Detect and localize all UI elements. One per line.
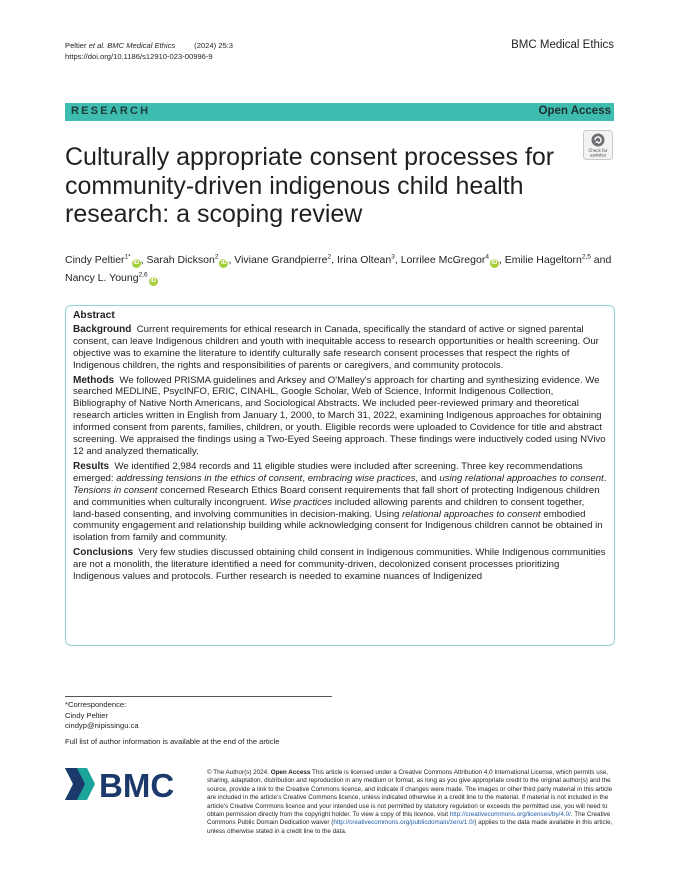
author-separator: , bbox=[331, 253, 337, 266]
author-affiliation: 3 bbox=[391, 253, 395, 260]
license-open-access: Open Access bbox=[270, 769, 311, 776]
author-entry bbox=[147, 254, 235, 266]
results-text-2: , bbox=[302, 472, 308, 484]
author-name[interactable]: Nancy L. Young bbox=[65, 272, 139, 284]
results-text-5: concerned Research Ethics Board consent requirements that fall short of protecting Indigenous children and communities when culturally incongruent. bbox=[73, 484, 600, 508]
results-emphasis-2: embracing wise practices bbox=[307, 472, 416, 484]
results-text-3: , and bbox=[415, 472, 440, 484]
methods-text: We followed PRISMA guidelines and Arksey and O'Malley's approach for charting and synthesizing evidence. We searched MEDLINE, PsycINFO, ERIC, CINAHL, Google Scholar, Web of Science, Informit Indigenous Collection, Bibliography of Native North Americans, and Sociological Abstracts. We included peer-reviewed primary and theoretical research articles written in English from January 1, 2000, to March 31, 2022, examining Indigenous approaches for obtaining informed consent from parents, families, children, or youth. Eligible records were uploaded to Covidence for title and abstract screening. We appraised the findings using a Two-Eyed Seeing approach. These findings were inductively coded using NVivo 12 and analyzed thematically. bbox=[73, 374, 606, 457]
citation-journal: et al. BMC Medical Ethics bbox=[88, 41, 176, 50]
correspondence-label: *Correspondence: bbox=[65, 700, 127, 709]
abstract-box bbox=[65, 305, 615, 646]
author-name[interactable]: Emilie Hageltorn bbox=[504, 253, 582, 266]
license-link-cc-zero[interactable]: http://creativecommons.org/publicdomain/zero/1.0/ bbox=[333, 819, 475, 827]
author-separator: , bbox=[394, 253, 401, 266]
author-separator: , bbox=[498, 253, 505, 266]
author-affiliation: 4 bbox=[485, 253, 489, 260]
methods-label: Methods bbox=[73, 374, 115, 386]
orcid-icon[interactable]: iD bbox=[150, 278, 157, 284]
article-type-label: RESEARCH bbox=[71, 105, 151, 117]
check-updates-line1: Check for bbox=[588, 148, 608, 153]
results-label: Results bbox=[73, 460, 110, 472]
author-affiliation: 2,6 bbox=[138, 271, 148, 279]
article-title: Culturally appropriate consent processes for community-driven indigenous child health research: a scoping review bbox=[65, 143, 555, 228]
author-entry bbox=[505, 254, 612, 266]
results-text-1: We identified 2,984 records and 11 eligible studies were included after screening. Three key recommendations emerged: bbox=[73, 460, 583, 484]
author-name[interactable]: Sarah Dickson bbox=[146, 253, 215, 266]
abstract-background bbox=[73, 324, 607, 372]
author-affiliation: 1* bbox=[124, 253, 131, 260]
author-affiliation: 2 bbox=[327, 253, 332, 260]
author-name[interactable]: Viviane Grandpierre bbox=[234, 253, 328, 266]
open-access-label: Open Access bbox=[538, 105, 611, 117]
results-emphasis-5: Wise practices bbox=[269, 496, 333, 508]
author-name[interactable]: Cindy Peltier bbox=[65, 253, 125, 266]
orcid-icon[interactable]: iD bbox=[491, 259, 498, 266]
author-name[interactable]: Lorrilee McGregor bbox=[400, 253, 486, 266]
author-entry bbox=[401, 254, 505, 266]
author-info-note: Full list of author information is available at the end of the article bbox=[65, 737, 280, 746]
conclusions-label: Conclusions bbox=[73, 547, 134, 559]
author-entry bbox=[65, 272, 158, 284]
abstract-conclusions bbox=[73, 547, 607, 583]
results-emphasis-3: using relational approaches to consent bbox=[439, 472, 604, 484]
author-separator: , bbox=[228, 253, 235, 266]
correspondence-block bbox=[65, 700, 139, 732]
correspondence-name: Cindy Peltier bbox=[65, 710, 109, 720]
bmc-logo bbox=[65, 768, 190, 800]
check-updates-line2: updates bbox=[589, 152, 607, 158]
orcid-icon[interactable]: iD bbox=[220, 259, 227, 266]
citation-header bbox=[65, 40, 233, 62]
license-body-2: . The Creative Commons Public Domain Dedication waiver ( bbox=[207, 811, 611, 827]
license-link-cc-by[interactable]: http://creativecommons.org/licenses/by/4.0/ bbox=[449, 811, 571, 819]
background-text: Current requirements for ethical research in Canada, specifically the standard of active or signed parental consent, can leave Indigenous children and youth with inequitable access to research opportunities or health screening. Our objective was to examine the literature to identify culturally safe research consent processes that respect the rights of Indigenous children, the rights and responsibilities of parents or caregivers, and community protocols. bbox=[73, 323, 599, 371]
results-emphasis-1: addressing tensions in the ethics of consent bbox=[116, 472, 303, 484]
author-name[interactable]: Irina Oltean bbox=[336, 253, 392, 266]
results-text-6: included allowing parents and children to consent together, land-based consenting, and involving communities in decision-making. Using bbox=[73, 496, 585, 520]
author-entry bbox=[65, 254, 147, 266]
doi-link[interactable]: https://doi.org/10.1186/s12910-023-00996-9 bbox=[65, 52, 213, 61]
author-entry bbox=[234, 254, 337, 266]
footnote-divider bbox=[65, 696, 332, 697]
license-copyright: © The Author(s) 2024. bbox=[207, 769, 271, 776]
license-body-3: ) applies to the data made available in this article, unless otherwise stated in a credit line to the data. bbox=[207, 819, 613, 835]
citation-authors: Peltier bbox=[65, 41, 87, 50]
abstract-heading: Abstract bbox=[73, 310, 115, 321]
abstract-methods bbox=[73, 375, 607, 458]
article-type-band bbox=[65, 103, 614, 121]
results-text-7: embodied community engagement and relationship building while acknowledging consent for Indigenous children cannot be obtained in isolation from family and community. bbox=[73, 508, 603, 544]
results-emphasis-6: relational approaches to consent bbox=[402, 508, 541, 520]
author-separator: , bbox=[140, 253, 147, 266]
background-label: Background bbox=[73, 323, 132, 335]
correspondence-email[interactable]: cindyp@nipissingu.ca bbox=[65, 721, 139, 730]
results-text-4: . bbox=[603, 472, 607, 484]
author-entry bbox=[337, 254, 401, 266]
license-body: This article is licensed under a Creative Commons Attribution 4.0 International License, which permits use, sharing, adaptation, distribution and reproduction in any medium or format, as long as you give appropriate credit to the original author(s) and the source, provide a link to the Creative Commons licence, and indicate if changes were made. The images or other third party material in this article are included in the article's Creative Commons licence, unless indicated otherwise in a credit line to the material. If material is not included in the article's Creative Commons licence and your intended use is not permitted by statutory regulation or exceeds the permitted use, you will need to obtain permission directly from the copyright holder. To view a copy of this licence, visit bbox=[207, 769, 613, 819]
author-affiliation: 2 bbox=[214, 253, 219, 260]
author-list bbox=[65, 249, 620, 286]
author-separator: and bbox=[590, 253, 612, 266]
abstract-results bbox=[73, 461, 607, 544]
citation-year-volume: (2024) 25:3 bbox=[194, 41, 234, 50]
bmc-logo-mark bbox=[65, 768, 190, 800]
results-emphasis-4: Tensions in consent bbox=[73, 484, 158, 496]
author-affiliation: 2,5 bbox=[581, 253, 591, 260]
conclusions-text: Very few studies discussed obtaining child consent in Indigenous communities. While Indigenous communities are not a monolith, the literature identified a need for community-driven, decolonized consent processes prioritizing Indigenous values and protocols. Further research is needed to examine nuances of Indigenized bbox=[73, 547, 606, 583]
check-updates-icon bbox=[583, 130, 613, 160]
bmc-logo-text: BMC bbox=[99, 768, 175, 800]
license-text bbox=[207, 769, 617, 836]
journal-name: BMC Medical Ethics bbox=[511, 39, 614, 51]
check-for-updates-badge[interactable] bbox=[583, 130, 613, 160]
orcid-icon[interactable]: iD bbox=[133, 259, 140, 266]
